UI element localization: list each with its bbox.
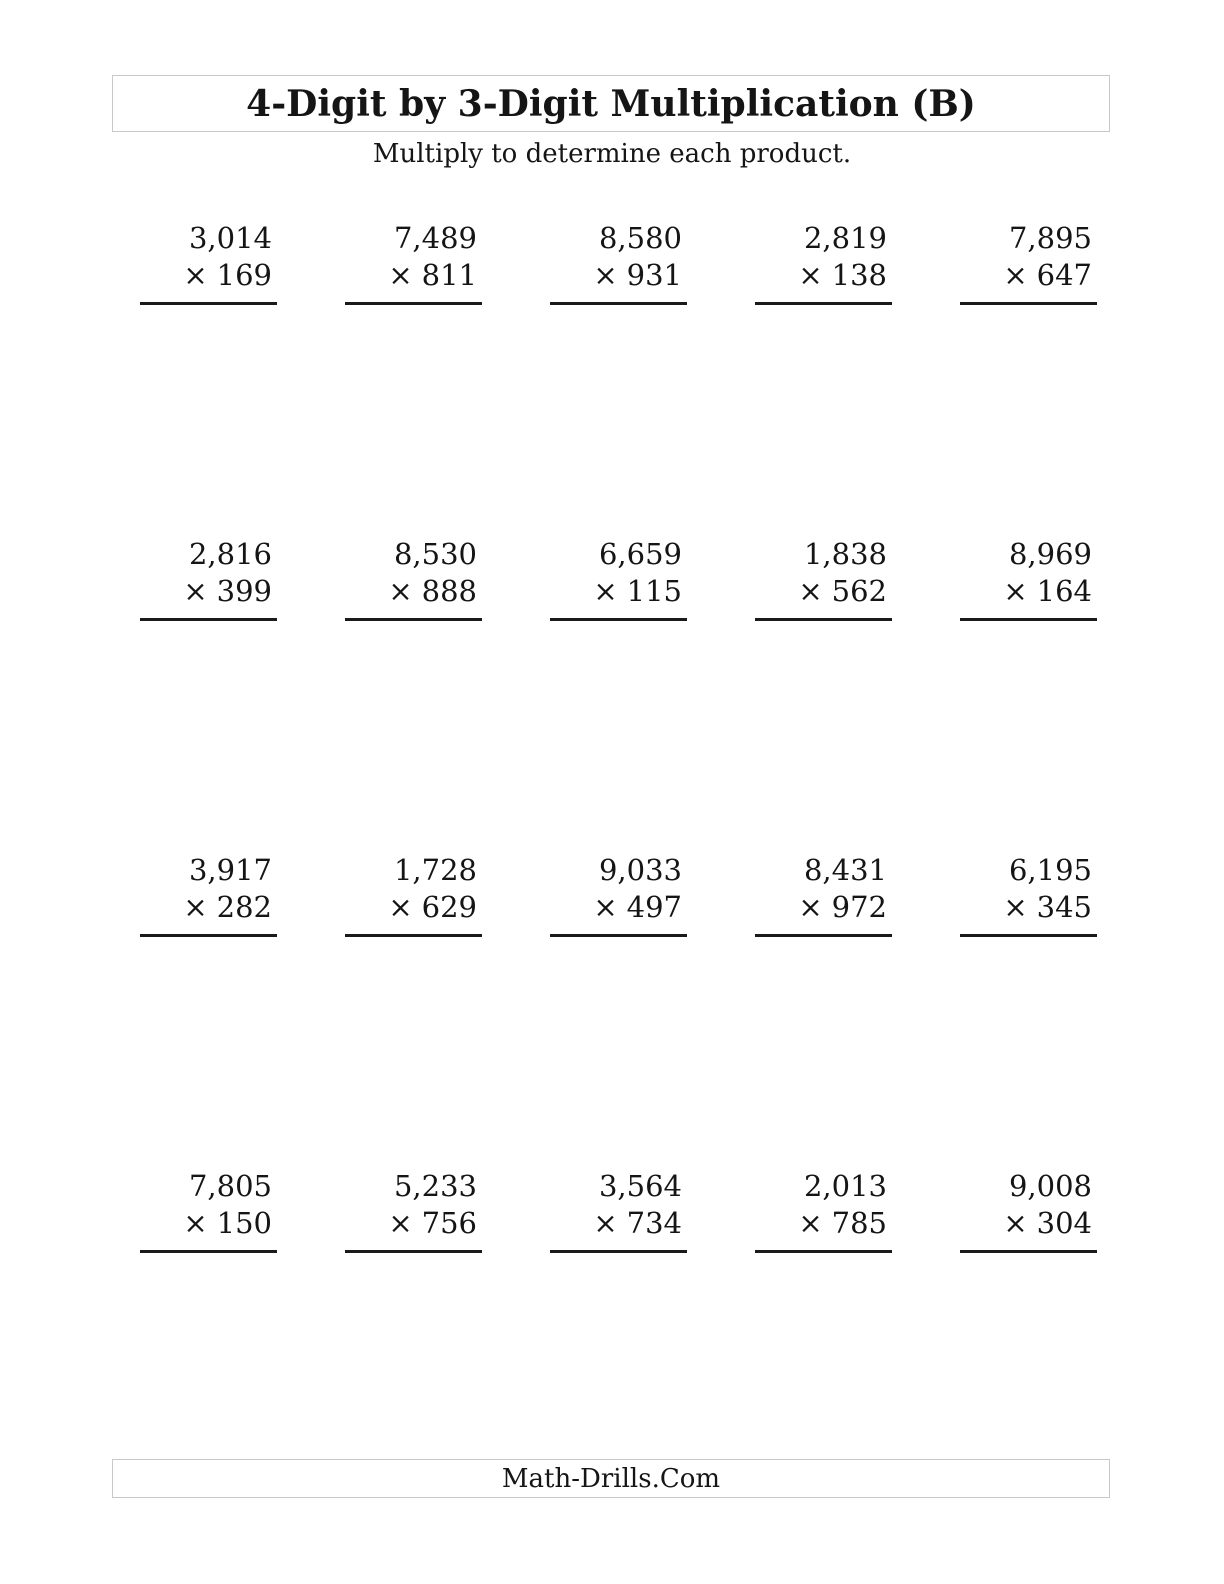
multiplicand-value: 2,819 — [803, 221, 887, 255]
times-icon: × — [388, 1206, 413, 1240]
times-icon: × — [183, 574, 208, 608]
answer-line — [345, 302, 482, 305]
multiplicand-value: 8,431 — [803, 853, 887, 887]
times-icon: × — [388, 574, 413, 608]
answer-line — [140, 618, 277, 621]
multiplier-row — [140, 889, 277, 926]
answer-line — [755, 302, 892, 305]
answer-line — [345, 934, 482, 937]
multiplier-value: 282 — [216, 890, 272, 924]
page-title: 4-Digit by 3-Digit Multiplication (B) — [246, 82, 976, 125]
times-icon: × — [798, 1206, 823, 1240]
times-icon: × — [388, 258, 413, 292]
problem-cell — [345, 1168, 482, 1484]
title-box — [112, 75, 1110, 132]
problem-cell — [960, 852, 1097, 1168]
multiplier-value: 785 — [831, 1206, 887, 1240]
answer-line — [550, 934, 687, 937]
answer-line — [755, 934, 892, 937]
multiplier-value: 169 — [216, 258, 272, 292]
problem-cell — [550, 1168, 687, 1484]
multiplier-value: 164 — [1036, 574, 1092, 608]
multiplier-row — [140, 257, 277, 294]
multiplier-row — [755, 573, 892, 610]
problem-cell — [345, 536, 482, 852]
footer-brand: Math-Drills.Com — [501, 1463, 721, 1494]
problem-cell — [550, 220, 687, 536]
problem-cell — [550, 536, 687, 852]
times-icon: × — [183, 258, 208, 292]
answer-line — [345, 618, 482, 621]
times-icon: × — [1003, 574, 1028, 608]
times-icon: × — [798, 258, 823, 292]
multiplicand-value: 9,008 — [1008, 1169, 1092, 1203]
times-icon: × — [1003, 258, 1028, 292]
multiplicand-value: 7,489 — [393, 221, 477, 255]
times-icon: × — [593, 574, 618, 608]
answer-line — [960, 1250, 1097, 1253]
answer-line — [960, 618, 1097, 621]
answer-line — [345, 1250, 482, 1253]
answer-line — [755, 1250, 892, 1253]
problems-grid — [140, 220, 1097, 1484]
times-icon: × — [593, 890, 618, 924]
problem-cell — [755, 536, 892, 852]
answer-line — [140, 302, 277, 305]
problem-cell — [140, 536, 277, 852]
multiplier-row — [755, 889, 892, 926]
problem-cell — [140, 1168, 277, 1484]
times-icon: × — [798, 574, 823, 608]
problem-cell — [345, 852, 482, 1168]
multiplier-value: 888 — [421, 574, 477, 608]
times-icon: × — [388, 890, 413, 924]
multiplicand-value: 3,917 — [188, 853, 272, 887]
multiplier-value: 972 — [831, 890, 887, 924]
multiplicand-value: 3,564 — [598, 1169, 682, 1203]
multiplicand-value: 8,969 — [1008, 537, 1092, 571]
multiplicand-value: 7,805 — [188, 1169, 272, 1203]
answer-line — [960, 934, 1097, 937]
multiplier-row — [345, 573, 482, 610]
answer-line — [550, 618, 687, 621]
multiplicand-value: 2,816 — [188, 537, 272, 571]
multiplier-value: 629 — [421, 890, 477, 924]
multiplier-row — [345, 889, 482, 926]
times-icon: × — [798, 890, 823, 924]
answer-line — [550, 1250, 687, 1253]
multiplier-row — [140, 573, 277, 610]
answer-line — [140, 934, 277, 937]
multiplier-value: 497 — [626, 890, 682, 924]
multiplier-row — [960, 257, 1097, 294]
footer-box — [112, 1459, 1110, 1498]
multiplier-value: 304 — [1036, 1206, 1092, 1240]
problem-cell — [960, 536, 1097, 852]
multiplier-value: 811 — [421, 258, 477, 292]
multiplier-row — [960, 889, 1097, 926]
multiplier-row — [550, 257, 687, 294]
times-icon: × — [1003, 1206, 1028, 1240]
problem-cell — [960, 220, 1097, 536]
multiplier-value: 756 — [421, 1206, 477, 1240]
problem-cell — [140, 852, 277, 1168]
times-icon: × — [593, 258, 618, 292]
multiplier-value: 399 — [216, 574, 272, 608]
multiplicand-value: 1,838 — [803, 537, 887, 571]
times-icon: × — [593, 1206, 618, 1240]
times-icon: × — [183, 890, 208, 924]
multiplicand-value: 8,580 — [598, 221, 682, 255]
answer-line — [550, 302, 687, 305]
multiplier-row — [550, 1205, 687, 1242]
problem-cell — [960, 1168, 1097, 1484]
multiplicand-value: 5,233 — [393, 1169, 477, 1203]
multiplicand-value: 7,895 — [1008, 221, 1092, 255]
answer-line — [140, 1250, 277, 1253]
problem-cell — [345, 220, 482, 536]
multiplier-value: 931 — [626, 258, 682, 292]
multiplier-row — [345, 1205, 482, 1242]
instructions-text: Multiply to determine each product. — [372, 139, 852, 169]
answer-line — [755, 618, 892, 621]
times-icon: × — [183, 1206, 208, 1240]
multiplicand-value: 3,014 — [188, 221, 272, 255]
multiplicand-value: 8,530 — [393, 537, 477, 571]
multiplier-value: 150 — [216, 1206, 272, 1240]
answer-line — [960, 302, 1097, 305]
problem-cell — [755, 852, 892, 1168]
multiplicand-value: 1,728 — [393, 853, 477, 887]
multiplicand-value: 6,195 — [1008, 853, 1092, 887]
times-icon: × — [1003, 890, 1028, 924]
multiplicand-value: 6,659 — [598, 537, 682, 571]
multiplier-value: 734 — [626, 1206, 682, 1240]
problem-cell — [550, 852, 687, 1168]
multiplicand-value: 2,013 — [803, 1169, 887, 1203]
multiplier-value: 647 — [1036, 258, 1092, 292]
problem-cell — [755, 220, 892, 536]
multiplier-row — [960, 573, 1097, 610]
multiplier-value: 345 — [1036, 890, 1092, 924]
multiplier-row — [550, 573, 687, 610]
multiplicand-value: 9,033 — [598, 853, 682, 887]
multiplier-row — [345, 257, 482, 294]
multiplier-value: 115 — [626, 574, 682, 608]
multiplier-row — [755, 257, 892, 294]
multiplier-row — [960, 1205, 1097, 1242]
multiplier-value: 138 — [831, 258, 887, 292]
multiplier-row — [140, 1205, 277, 1242]
problem-cell — [755, 1168, 892, 1484]
multiplier-value: 562 — [831, 574, 887, 608]
multiplier-row — [755, 1205, 892, 1242]
problem-cell — [140, 220, 277, 536]
multiplier-row — [550, 889, 687, 926]
